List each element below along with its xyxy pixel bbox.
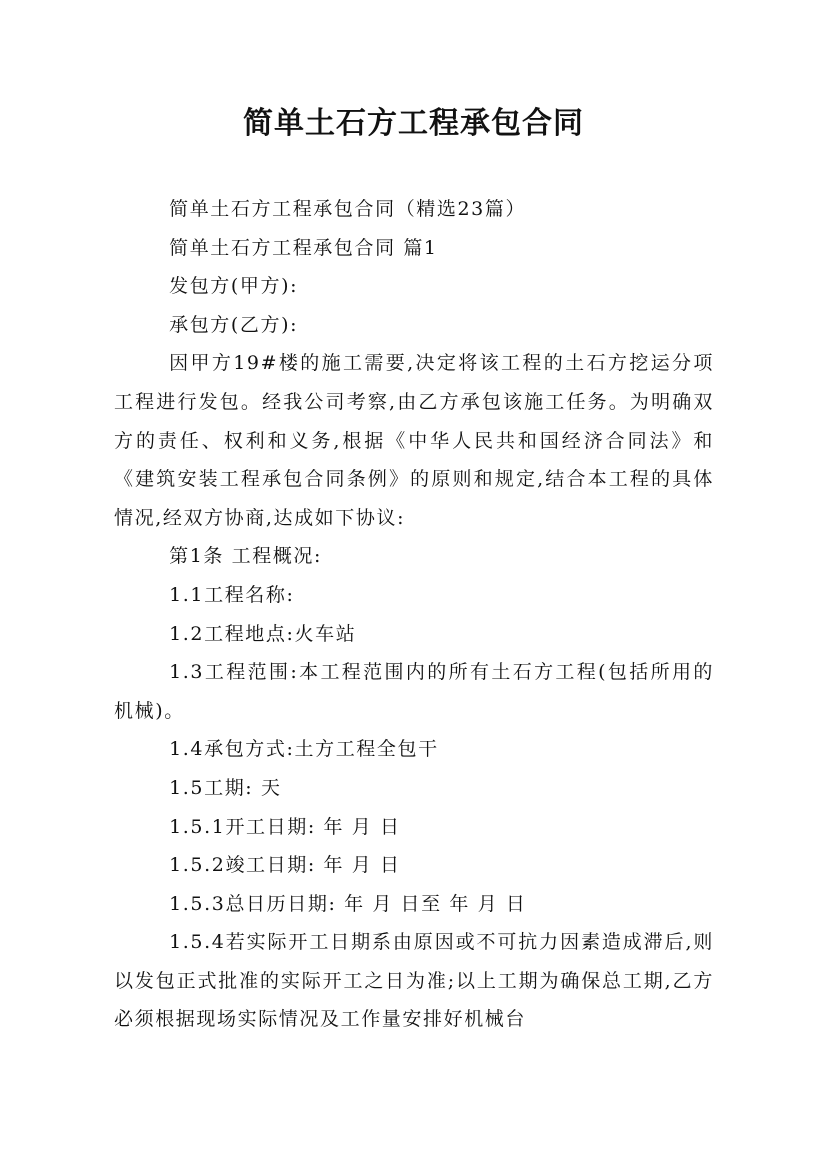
paragraph-1-5-4: 1.5.4若实际开工日期系由原因或不可抗力因素造成滞后,则以发包正式批准的实际开工之日为准;以上工期为确保总工期,乙方必须根据现场实际情况及工作量安排好机械台: [114, 931, 714, 1031]
paragraph-1-5-2: 1.5.2竣工日期: 年 月 日: [169, 854, 401, 877]
paragraph-preamble: 因甲方19#楼的施工需要,决定将该工程的土石方挖运分项工程进行发包。经我公司考察,由乙方承包该施工任务。为明确双方的责任、权利和义务,根据《中华人民共和国经济合同法》和《建筑安装工程承包合同条例》的原则和规定,结合本工程的具体情况,经双方协商,达成如下协议:: [114, 352, 714, 529]
paragraph-1-1: 1.1工程名称:: [169, 583, 295, 606]
paragraph-party-b: 承包方(乙方):: [169, 313, 299, 336]
paragraph-1-5-1: 1.5.1开工日期: 年 月 日: [169, 815, 401, 838]
paragraph-article-1: 第1条 工程概况:: [169, 545, 323, 568]
paragraph-party-a: 发包方(甲方):: [169, 275, 299, 298]
paragraph-1-4: 1.4承包方式:土方工程全包干: [169, 738, 439, 761]
document-body: [114, 190, 714, 1039]
paragraph-1-5-3: 1.5.3总日历日期: 年 月 日至 年 月 日: [169, 892, 527, 915]
paragraph-subtitle: 简单土石方工程承包合同（精选23篇）: [169, 198, 527, 220]
paragraph-1-5: 1.5工期: 天: [169, 776, 282, 799]
paragraph-1-3: 1.3工程范围:本工程范围内的所有土石方工程(包括所用的机械)。: [114, 661, 714, 722]
paragraph-section-heading: 简单土石方工程承包合同 篇1: [169, 236, 438, 259]
paragraph-1-2: 1.2工程地点:火车站: [169, 622, 357, 645]
document-title: 简单土石方工程承包合同: [243, 106, 584, 141]
